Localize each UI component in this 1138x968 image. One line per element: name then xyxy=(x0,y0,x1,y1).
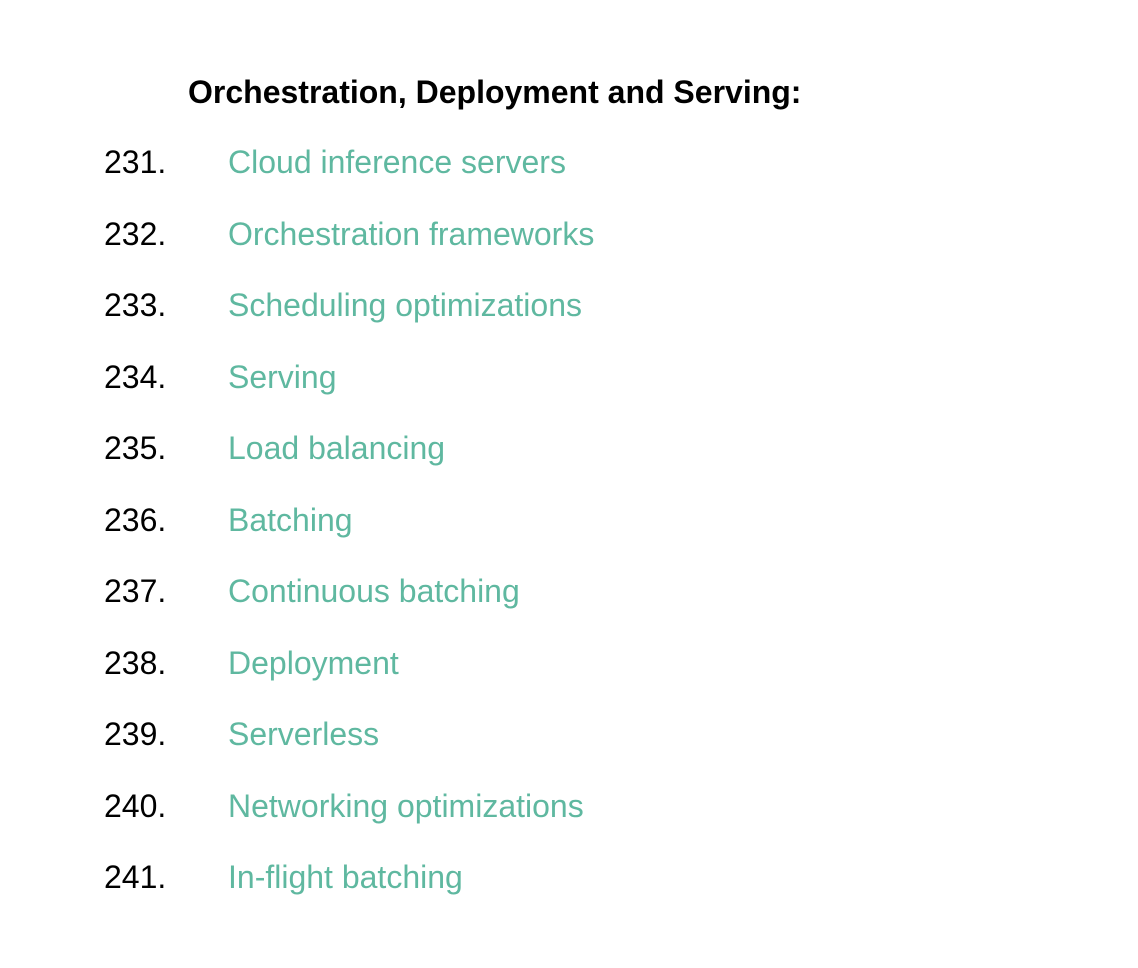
list-item xyxy=(0,357,1138,429)
section-title: Orchestration, Deployment and Serving: xyxy=(188,74,802,110)
item-number: 231. xyxy=(104,144,167,180)
topic-link[interactable]: Deployment xyxy=(228,644,399,681)
list-item xyxy=(0,643,1138,715)
item-number: 235. xyxy=(104,430,167,466)
item-number: 234. xyxy=(104,358,167,395)
topic-link[interactable]: Scheduling optimizations xyxy=(228,287,582,323)
item-number: 238. xyxy=(104,644,167,681)
list-item xyxy=(0,142,1138,214)
item-number: 239. xyxy=(104,716,167,752)
topic-link[interactable]: Load balancing xyxy=(228,430,446,466)
topic-link[interactable]: Cloud inference servers xyxy=(228,144,566,180)
topic-list xyxy=(0,142,1138,929)
topic-link[interactable]: Continuous batching xyxy=(228,573,520,609)
item-number: 237. xyxy=(104,573,167,609)
topic-link[interactable]: Serverless xyxy=(228,716,380,752)
item-number: 241. xyxy=(104,859,167,895)
item-number: 232. xyxy=(104,215,167,252)
topic-link[interactable]: Serving xyxy=(228,358,337,395)
list-item xyxy=(0,786,1138,858)
item-number: 240. xyxy=(104,787,167,824)
topic-link[interactable]: In-flight batching xyxy=(228,859,463,895)
list-item xyxy=(0,571,1138,643)
topic-link[interactable]: Orchestration frameworks xyxy=(228,215,595,252)
list-item xyxy=(0,428,1138,500)
topic-link[interactable]: Networking optimizations xyxy=(228,787,584,824)
topic-link[interactable]: Batching xyxy=(228,501,353,538)
item-number: 233. xyxy=(104,287,167,323)
list-item xyxy=(0,285,1138,357)
list-item xyxy=(0,714,1138,786)
item-number: 236. xyxy=(104,501,167,538)
list-item xyxy=(0,500,1138,572)
list-item xyxy=(0,857,1138,929)
list-item xyxy=(0,214,1138,286)
